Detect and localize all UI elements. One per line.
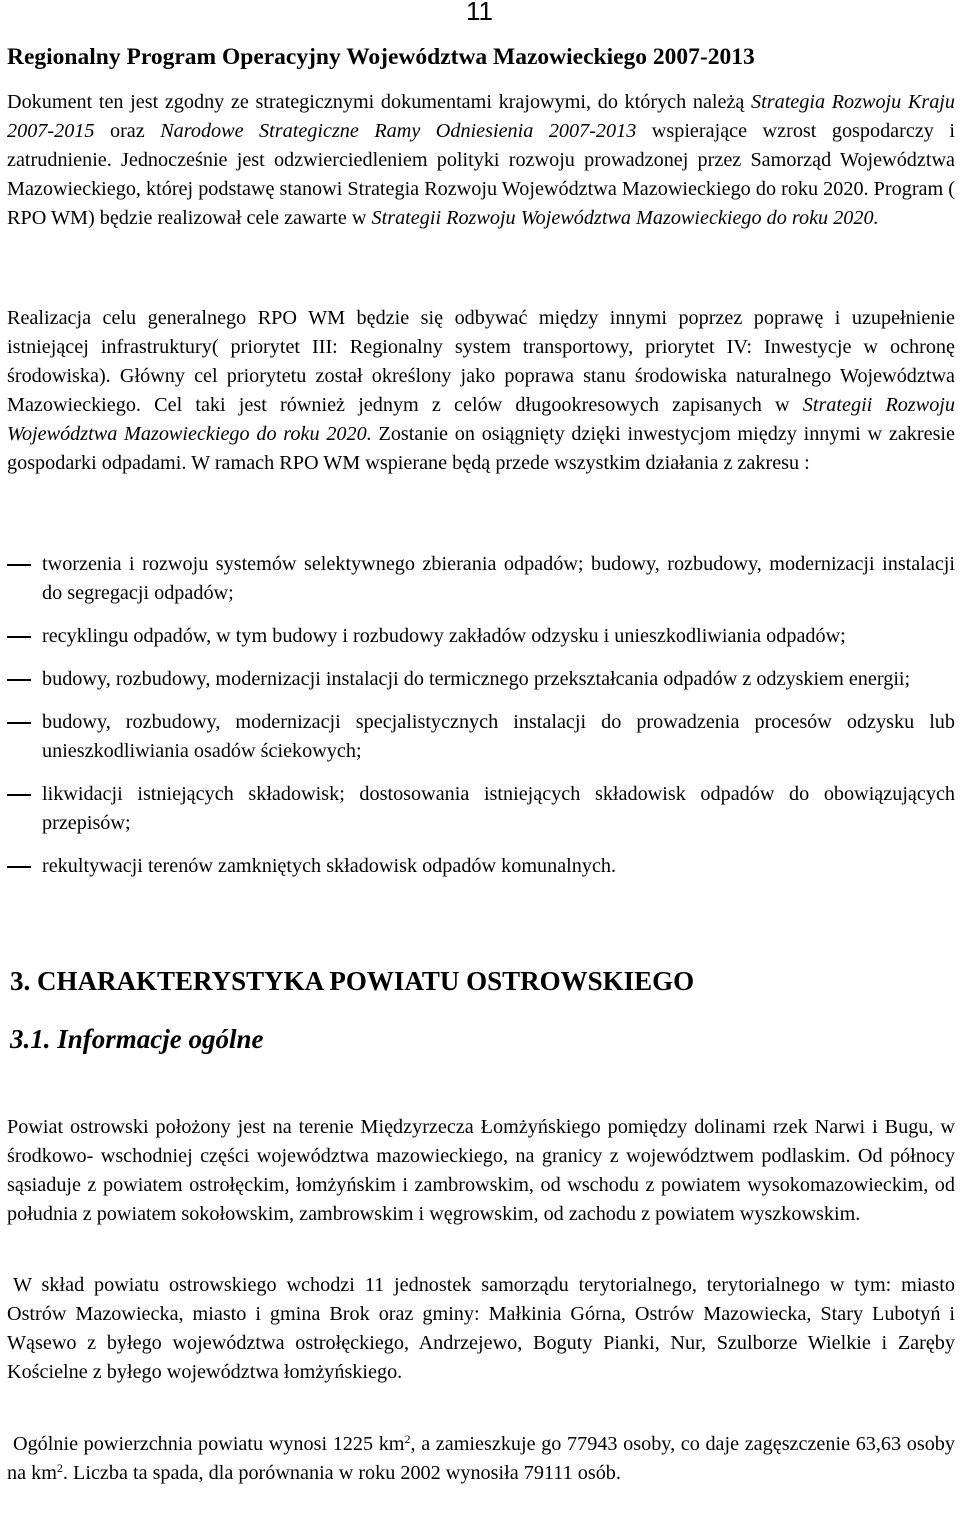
superscript-2: 2	[404, 1432, 411, 1446]
intro-italic-1: Strategia Rozwoju Kraju 2007-2015	[7, 91, 955, 142]
header-title: Regionalny Program Operacyjny Województwa Mazowieckiego 2007-2013	[7, 44, 755, 70]
intro-text-1: Dokument ten jest zgodny ze strategicznymi dokumentami krajowymi, do których należą	[7, 91, 752, 113]
dash-bullet-icon	[7, 636, 31, 638]
composition-paragraph	[7, 1271, 955, 1387]
realizacja-text-1: Realizacja celu generalnego RPO WM będzie się odbywać między innymi poprzez poprawę i uzupełnienie istniejącej infrastruktury( priorytet III: Regionalny system transportowy, priorytet IV: Inwestycje w ochronę środowiska). Główny cel priorytetu został określony jako poprawa stanu środowiska naturalnego Województwa Mazowieckiego. Cel taki jest również jednym z celów długookresowych zapisanych w	[7, 307, 955, 416]
intro-italic-3: Strategii Rozwoju Województwa Mazowieckiego do roku 2020.	[371, 207, 879, 229]
dash-bullet-icon	[7, 866, 31, 868]
list-item	[7, 622, 955, 651]
list-item-text: tworzenia i rozwoju systemów selektywnego zbierania odpadów; budowy, rozbudowy, modernizacji instalacji do segregacji odpadów;	[42, 553, 955, 604]
area-text-2: , a zamieszkuje go 77943 osoby, co daje zagęszczenie 63,63 osoby na km	[7, 1433, 955, 1484]
list-item	[7, 708, 955, 766]
intro-italic-2: Narodowe Strategiczne Ramy Odniesienia 2007-2013	[160, 120, 637, 142]
realizacja-italic-1: Strategii Rozwoju Województwa Mazowieckiego do roku 2020.	[7, 394, 955, 445]
actions-list	[7, 550, 955, 895]
list-item-text: budowy, rozbudowy, modernizacji specjalistycznych instalacji do prowadzenia procesów odzysku lub unieszkodliwiania osadów ściekowych;	[42, 711, 955, 762]
intro-paragraph	[7, 88, 955, 233]
composition-text: W skład powiatu ostrowskiego wchodzi 11 jednostek samorządu terytorialnego, terytorialnego w tym: miasto Ostrów Mazowiecka, miasto i gmina Brok oraz gminy: Małkinia Górna, Ostrów Mazowiecka, Stary Lubotyń i Wąsewo z byłego województwa ostrołęckiego, Andrzejewo, Boguty Pianki, Nur, Szulborze Wielkie i Zaręby Kościelne z byłego województwa łomżyńskiego.	[7, 1274, 955, 1383]
list-item-text: recyklingu odpadów, w tym budowy i rozbudowy zakładów odzysku i unieszkodliwiania odpadów;	[42, 625, 846, 647]
location-paragraph: Powiat ostrowski położony jest na terenie Międzyrzecza Łomżyńskiego pomiędzy dolinami rzek Narwi i Bugu, w środkowo- wschodniej części województwa mazowieckiego, na granicy z województwem podlaskim. Od północy sąsiaduje z powiatem ostrołęckim, łomżyńskim i zambrowskim, od wschodu z powiatem wysokomazowieckim, od południa z powiatem sokołowskim, zambrowskim i węgrowskim, od zachodu z powiatem wyszkowskim.	[7, 1116, 955, 1225]
dash-bullet-icon	[7, 564, 31, 566]
section-heading: 3. CHARAKTERYSTYKA POWIATU OSTROWSKIEGO	[10, 966, 695, 996]
subsection-heading: 3.1. Informacje ogólne	[10, 1024, 264, 1054]
realizacja-text-2: Zostanie on osiągnięty dzięki inwestycjom między innymi w zakresie gospodarki odpadami. W ramach RPO WM wspierane będą przede wszystkim działania z zakresu :	[7, 423, 955, 474]
list-item-text: likwidacji istniejących składowisk; dostosowania istniejących składowisk odpadów do obowiązujących przepisów;	[42, 783, 955, 834]
area-text-1: Ogólnie powierzchnia powiatu wynosi 1225 km	[13, 1433, 405, 1455]
intro-text-3: wspierające wzrost gospodarczy i zatrudnienie. Jednocześnie jest odzwierciedleniem polityki rozwoju prowadzonej przez Samorząd Województwa Mazowieckiego, której podstawę stanowi Strategia Rozwoju Województwa Mazowieckiego do roku 2020. Program ( RPO WM) będzie realizował cele zawarte w	[7, 120, 955, 229]
list-item	[7, 852, 955, 881]
area-paragraph	[7, 1430, 955, 1488]
list-item-text: budowy, rozbudowy, modernizacji instalacji do termicznego przekształcania odpadów z odzyskiem energii;	[42, 668, 911, 690]
area-text-3: . Liczba ta spada, dla porównania w roku 2002 wynosiła 79111 osób.	[62, 1462, 621, 1484]
list-item	[7, 665, 955, 694]
list-item	[7, 780, 955, 838]
intro-text-2: oraz	[94, 120, 161, 142]
dash-bullet-icon	[7, 722, 31, 724]
list-item-text: rekultywacji terenów zamkniętych składowisk odpadów komunalnych.	[42, 855, 617, 877]
dash-bullet-icon	[7, 679, 31, 681]
realizacja-paragraph	[7, 304, 955, 478]
page-number: 11	[466, 0, 493, 26]
list-item	[7, 550, 955, 608]
dash-bullet-icon	[7, 794, 31, 796]
superscript-2: 2	[56, 1461, 63, 1475]
